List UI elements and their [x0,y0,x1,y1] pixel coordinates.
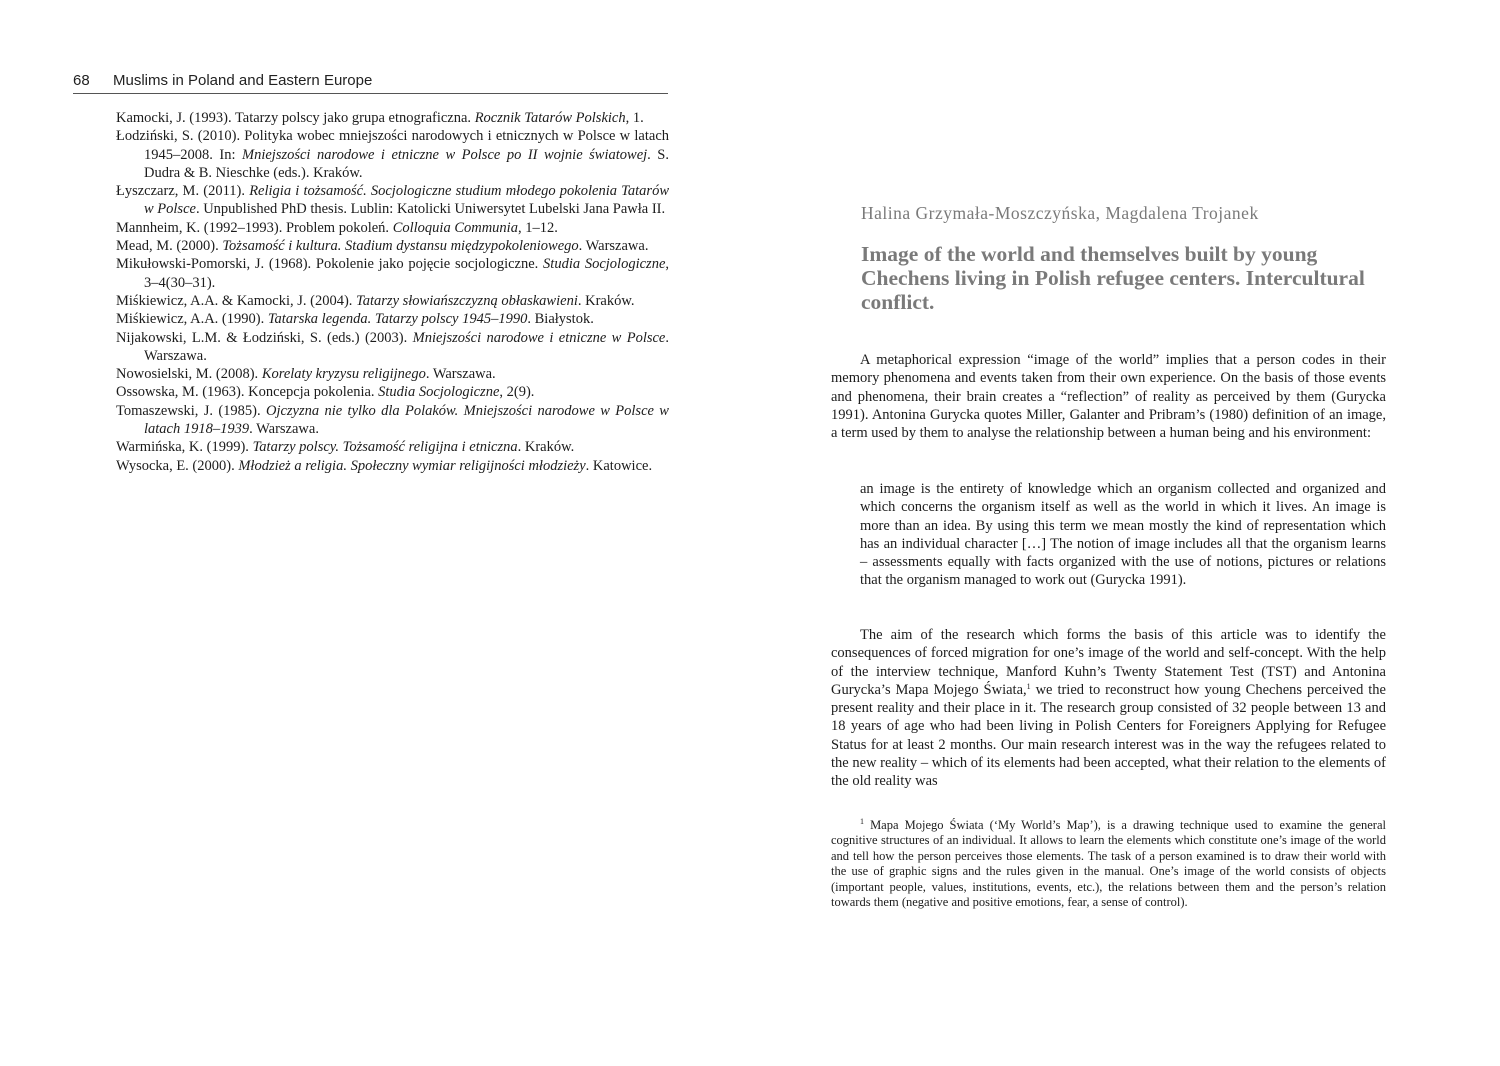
reference-text: Łyszczarz, M. (2011). [116,183,250,200]
reference-title: Colloquia Communia [392,219,518,236]
body-paragraph [831,626,1386,791]
reference-title: Mniejszości narodowe i etniczne w Polsce [412,329,666,346]
reference-text: . Warszawa. [578,238,649,255]
block-quote [860,480,1386,590]
reference-item [116,237,669,255]
reference-text: Ossowska, M. (1963). Koncepcja pokolenia. [116,384,379,401]
running-head-title: Muslims in Poland and Eastern Europe [113,72,373,89]
page-number: 68 [73,72,90,89]
reference-text: Mead, M. (2000). [116,238,223,255]
reference-text: , 1–12. [517,219,558,236]
reference-title: Studia Socjologiczne [543,256,666,273]
reference-text: , 2(9). [499,384,535,401]
reference-item [116,219,669,237]
paragraph-text: The aim of the research which forms the basis of this article was to identify the consequences of forced migration for one’s image of the world and self-concept. With the help of the interview technique, Manford Kuhn’s Twenty Statement Test (TST) and Antonina Gurycka’s Mapa Mojego Świata, [831,627,1386,698]
reference-text: Łodziński, S. (2010). Polityka wobec mniejszości narodowych i etnicznych w Polsce w latach 1945–2008. In: [116,128,669,163]
reference-item [116,402,669,439]
reference-text: Kamocki, J. (1993). Tatarzy polscy jako grupa etnograficzna. [116,110,475,126]
body-paragraph [831,351,1386,442]
reference-title: Mniejszości narodowe i etniczne w Polsce po II wojnie światowej [242,146,648,163]
reference-title: Studia Socjologiczne [378,384,500,401]
reference-text: . Kraków. [517,439,575,456]
reference-item [116,329,669,366]
footnote-reference[interactable]: 1 [1026,681,1031,691]
reference-text: Miśkiewicz, A.A. (1990). [116,311,268,328]
reference-item [116,109,669,127]
reference-text: . Katowice. [585,457,653,474]
reference-title: Tatarzy polscy. Tożsamość religijna i etniczna [252,439,518,456]
reference-item [116,310,669,328]
reference-item [116,457,669,475]
reference-text: Tomaszewski, J. (1985). [116,402,266,419]
reference-text: Nowosielski, M. (2008). [116,366,262,383]
article-title: Image of the world and themselves built by young Chechens living in Polish refugee centers. Intercultural conflict. [861,242,1365,314]
reference-text: . Warszawa. [425,366,496,383]
reference-text: Nijakowski, L.M. & Łodziński, S. (eds.) (2003). [116,329,413,346]
reference-text: Warmińska, K. (1999). [116,439,253,456]
reference-text: . Warszawa. [249,421,319,438]
reference-title: Religia i tożsamość. Socjologiczne studium młodego pokolenia Tatarów w Polsce [144,183,669,218]
reference-text: . Białystok. [527,311,594,328]
paragraph-text: A metaphorical expression “image of the world” implies that a person codes in their memory phenomena and events taken from their own experience. On the basis of those events and phenomena, their brain creates a “reflection” of reality as perceived by them (Gurycka 1991). Antonina Gurycka quotes Miller, Galanter and Pribram’s (1980) definition of an image, a term used by them to analyse the relationship between a human being and his environment: [831,352,1386,442]
reference-text: Miśkiewicz, A.A. & Kamocki, J. (2004). [116,292,357,309]
reference-text: , 3–4(30–31). [144,256,670,291]
paragraph-text: we tried to reconstruct how young Chechens perceived the present reality and their place in it. The research group consisted of 32 people between 13 and 18 years of age who had been living in Polish Centers for Foreigners Applying for Refugee Status for at least 2 months. Our main research interest was in the way the refugees related to the new reality – which of its elements had been accepted, what their relation to the elements of the old reality was [831,681,1386,790]
reference-text: . Kraków. [577,292,635,309]
reference-text: . Unpublished PhD thesis. Lublin: Katolicki Uniwersytet Lubelski Jana Pawła II. [195,201,666,218]
reference-title: Tożsamość i kultura. Stadium dystansu międzypokoleniowego [222,238,579,255]
footnote-text: Mapa Mojego Świata (‘My World’s Map’), is a drawing technique used to examine the general cognitive structures of an individual. It allows to learn the elements which constitute one’s image of the world and tell how the person perceives those elements. The task of a person examined is to draw their world with the use of graphic signs and the rules given in the manual. One’s image of the world consists of objects (important people, values, institutions, events, etc.), the relations between them and the person’s relation towards them (negative and positive emotions, fear, a sense of control). [831,818,1386,910]
reference-title: Korelaty kryzysu religijnego [261,366,426,383]
reference-text: Wysocka, E. (2000). [116,457,239,474]
footnote [831,818,1386,910]
reference-item [116,383,669,401]
reference-item [116,365,669,383]
reference-item [116,292,669,310]
reference-item [116,182,669,219]
reference-text: . S. Dudra & B. Nieschke (eds.). Kraków. [144,146,669,181]
reference-title: Rocznik Tatarów Polskich [474,110,626,126]
reference-text: . Warszawa. [144,329,669,364]
reference-item [116,438,669,456]
reference-text: , 1. [625,110,644,126]
reference-item [116,127,669,182]
reference-title: Tatarska legenda. Tatarzy polscy 1945–1990 [267,311,528,328]
reference-text: Mikułowski-Pomorski, J. (1968). Pokolenie jako pojęcie socjologiczne. [116,256,544,273]
reference-title: Ojczyzna nie tylko dla Polaków. Mniejszości narodowe w Polsce w latach 1918–1939 [144,402,669,438]
reference-text: Mannheim, K. (1992–1993). Problem pokoleń. [116,219,393,236]
article-authors: Halina Grzymała-Moszczyńska, Magdalena Trojanek [861,203,1259,223]
footnote-mark: 1 [860,817,864,826]
quote-text: an image is the entirety of knowledge which an organism collected and organized and which concerns the organism itself as well as the world in which it lives. An image is more than an idea. By using this term we mean mostly the kind of representation which has an individual character […] The notion of image includes all that the organism learns – assessments equally with facts organized with the use of notions, pictures or relations that the organism managed to work out (Gurycka 1991). [860,481,1386,589]
reference-title: Młodzież a religia. Społeczny wymiar religijności młodzieży [238,457,586,474]
reference-list [116,109,669,475]
reference-item [116,255,669,292]
reference-title: Tatarzy słowiańszczyzną obłaskawieni [356,292,578,309]
running-head [73,72,668,94]
